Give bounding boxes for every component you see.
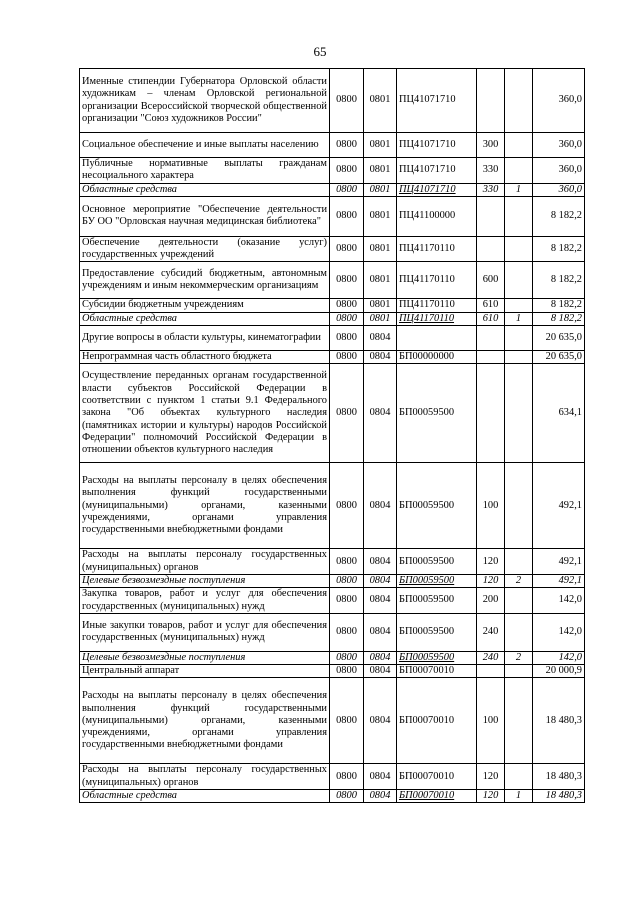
row-target-article: ПЦ41170110 — [397, 312, 477, 325]
row-subsection-code: 0801 — [364, 299, 397, 312]
table-row — [80, 236, 585, 262]
row-name: Областные средства — [80, 312, 330, 325]
row-funding-source — [505, 196, 533, 236]
row-subsection-code: 0801 — [364, 183, 397, 196]
row-target-article: ПЦ41071710 — [397, 158, 477, 184]
row-subsection-code: 0801 — [364, 69, 397, 133]
row-target-article: БП00070010 — [397, 764, 477, 790]
row-section-code: 0800 — [330, 262, 364, 299]
row-section-code: 0800 — [330, 764, 364, 790]
row-name: Обеспечение деятельности (оказание услуг) государственных учреждений — [80, 236, 330, 262]
row-section-code: 0800 — [330, 236, 364, 262]
table-row — [80, 299, 585, 312]
row-funding-source — [505, 326, 533, 351]
row-funding-source: 1 — [505, 790, 533, 803]
row-funding-source — [505, 764, 533, 790]
row-funding-source: 2 — [505, 574, 533, 587]
row-name: Областные средства — [80, 183, 330, 196]
row-amount: 8 182,2 — [533, 312, 585, 325]
row-section-code: 0800 — [330, 588, 364, 614]
row-name: Другие вопросы в области культуры, кинематографии — [80, 326, 330, 351]
table-row — [80, 312, 585, 325]
table-row — [80, 678, 585, 764]
row-section-code: 0800 — [330, 665, 364, 678]
row-section-code: 0800 — [330, 196, 364, 236]
row-funding-source — [505, 158, 533, 184]
table-row — [80, 133, 585, 158]
row-amount: 360,0 — [533, 183, 585, 196]
row-funding-source — [505, 613, 533, 651]
row-name: Расходы на выплаты персоналу в целях обеспечения выполнения функций государственными (муниципальными) органами, казенными учреждениями, органами управления государственными внебюджетными фондами — [80, 678, 330, 764]
table-row — [80, 326, 585, 351]
row-target-article: ПЦ41170110 — [397, 262, 477, 299]
row-section-code: 0800 — [330, 549, 364, 575]
row-expense-type: 120 — [477, 549, 505, 575]
row-target-article: БП00000000 — [397, 351, 477, 364]
table-row — [80, 588, 585, 614]
row-section-code: 0800 — [330, 158, 364, 184]
row-expense-type: 300 — [477, 133, 505, 158]
row-expense-type — [477, 326, 505, 351]
table-row — [80, 790, 585, 803]
row-name: Центральный аппарат — [80, 665, 330, 678]
row-funding-source — [505, 364, 533, 463]
row-target-article: БП00059500 — [397, 588, 477, 614]
row-subsection-code: 0804 — [364, 678, 397, 764]
row-amount: 142,0 — [533, 613, 585, 651]
row-name: Именные стипендии Губернатора Орловской области художникам – членам Орловской региональной организации Всероссийской творческой общественной организации "Союз художников России" — [80, 69, 330, 133]
row-funding-source — [505, 351, 533, 364]
row-target-article: БП00059500 — [397, 613, 477, 651]
row-amount: 18 480,3 — [533, 678, 585, 764]
row-subsection-code: 0801 — [364, 236, 397, 262]
row-section-code: 0800 — [330, 651, 364, 664]
row-target-article: ПЦ41100000 — [397, 196, 477, 236]
row-name: Непрограммная часть областного бюджета — [80, 351, 330, 364]
row-section-code: 0800 — [330, 351, 364, 364]
table-row — [80, 764, 585, 790]
row-subsection-code: 0801 — [364, 133, 397, 158]
row-expense-type: 120 — [477, 764, 505, 790]
row-expense-type: 610 — [477, 299, 505, 312]
row-section-code: 0800 — [330, 613, 364, 651]
row-funding-source — [505, 665, 533, 678]
row-subsection-code: 0804 — [364, 790, 397, 803]
row-expense-type: 100 — [477, 678, 505, 764]
table-row — [80, 651, 585, 664]
row-subsection-code: 0804 — [364, 665, 397, 678]
row-target-article — [397, 326, 477, 351]
row-expense-type — [477, 351, 505, 364]
row-target-article: ПЦ41170110 — [397, 299, 477, 312]
row-name: Расходы на выплаты персоналу в целях обеспечения выполнения функций государственными (муниципальными) органами, казенными учреждениями, органами управления государственными внебюджетными фондами — [80, 463, 330, 549]
row-amount: 8 182,2 — [533, 299, 585, 312]
row-amount: 492,1 — [533, 574, 585, 587]
row-amount: 360,0 — [533, 158, 585, 184]
table-row — [80, 183, 585, 196]
table-row — [80, 351, 585, 364]
row-subsection-code: 0804 — [364, 351, 397, 364]
row-amount: 142,0 — [533, 588, 585, 614]
row-expense-type — [477, 364, 505, 463]
row-subsection-code: 0801 — [364, 262, 397, 299]
row-subsection-code: 0804 — [364, 549, 397, 575]
row-amount: 8 182,2 — [533, 236, 585, 262]
table-row — [80, 549, 585, 575]
table-row — [80, 158, 585, 184]
row-expense-type — [477, 196, 505, 236]
table-row — [80, 463, 585, 549]
row-target-article: БП00059500 — [397, 574, 477, 587]
row-amount: 492,1 — [533, 463, 585, 549]
table-row — [80, 574, 585, 587]
row-expense-type — [477, 69, 505, 133]
row-subsection-code: 0804 — [364, 326, 397, 351]
row-funding-source — [505, 463, 533, 549]
row-name: Иные закупки товаров, работ и услуг для обеспечения государственных (муниципальных) нужд — [80, 613, 330, 651]
row-funding-source — [505, 549, 533, 575]
row-subsection-code: 0804 — [364, 463, 397, 549]
row-name: Целевые безвозмездные поступления — [80, 574, 330, 587]
row-amount: 20 635,0 — [533, 326, 585, 351]
row-expense-type: 120 — [477, 574, 505, 587]
row-name: Основное мероприятие "Обеспечение деятельности БУ ОО "Орловская научная медицинская библиотека" — [80, 196, 330, 236]
row-amount: 8 182,2 — [533, 262, 585, 299]
row-funding-source — [505, 236, 533, 262]
row-name: Субсидии бюджетным учреждениям — [80, 299, 330, 312]
row-expense-type: 240 — [477, 613, 505, 651]
row-name: Областные средства — [80, 790, 330, 803]
row-section-code: 0800 — [330, 463, 364, 549]
table-row — [80, 364, 585, 463]
row-name: Расходы на выплаты персоналу государственных (муниципальных) органов — [80, 549, 330, 575]
row-target-article: БП00059500 — [397, 463, 477, 549]
row-expense-type: 330 — [477, 183, 505, 196]
row-name: Целевые безвозмездные поступления — [80, 651, 330, 664]
row-target-article: ПЦ41170110 — [397, 236, 477, 262]
row-funding-source — [505, 299, 533, 312]
row-amount: 142,0 — [533, 651, 585, 664]
row-subsection-code: 0804 — [364, 651, 397, 664]
row-expense-type: 240 — [477, 651, 505, 664]
row-amount: 18 480,3 — [533, 764, 585, 790]
row-amount: 20 000,9 — [533, 665, 585, 678]
row-section-code: 0800 — [330, 326, 364, 351]
row-funding-source — [505, 678, 533, 764]
row-target-article: БП00059500 — [397, 651, 477, 664]
row-section-code: 0800 — [330, 133, 364, 158]
row-expense-type: 100 — [477, 463, 505, 549]
row-subsection-code: 0804 — [364, 764, 397, 790]
budget-table-body — [80, 69, 585, 803]
page-number: 65 — [313, 44, 327, 59]
row-funding-source — [505, 588, 533, 614]
row-name: Публичные нормативные выплаты гражданам несоциального характера — [80, 158, 330, 184]
row-expense-type — [477, 236, 505, 262]
row-funding-source — [505, 262, 533, 299]
row-target-article: ПЦ41071710 — [397, 183, 477, 196]
row-section-code: 0800 — [330, 299, 364, 312]
row-name: Закупка товаров, работ и услуг для обеспечения государственных (муниципальных) нужд — [80, 588, 330, 614]
row-expense-type: 600 — [477, 262, 505, 299]
row-amount: 360,0 — [533, 133, 585, 158]
row-target-article: БП00070010 — [397, 665, 477, 678]
row-target-article: ПЦ41071710 — [397, 133, 477, 158]
row-funding-source: 2 — [505, 651, 533, 664]
row-expense-type: 610 — [477, 312, 505, 325]
table-row — [80, 196, 585, 236]
row-name: Социальное обеспечение и иные выплаты населению — [80, 133, 330, 158]
row-name: Расходы на выплаты персоналу государственных (муниципальных) органов — [80, 764, 330, 790]
row-subsection-code: 0804 — [364, 588, 397, 614]
row-funding-source: 1 — [505, 312, 533, 325]
row-amount: 8 182,2 — [533, 196, 585, 236]
row-expense-type: 200 — [477, 588, 505, 614]
row-section-code: 0800 — [330, 574, 364, 587]
row-amount: 18 480,3 — [533, 790, 585, 803]
row-subsection-code: 0801 — [364, 312, 397, 325]
row-section-code: 0800 — [330, 312, 364, 325]
row-section-code: 0800 — [330, 69, 364, 133]
row-target-article: БП00070010 — [397, 678, 477, 764]
row-amount: 634,1 — [533, 364, 585, 463]
table-row — [80, 665, 585, 678]
row-subsection-code: 0804 — [364, 574, 397, 587]
row-subsection-code: 0804 — [364, 613, 397, 651]
row-expense-type: 120 — [477, 790, 505, 803]
row-subsection-code: 0804 — [364, 364, 397, 463]
row-expense-type: 330 — [477, 158, 505, 184]
row-name: Предоставление субсидий бюджетным, автономным учреждениям и иным некоммерческим организациям — [80, 262, 330, 299]
row-subsection-code: 0801 — [364, 158, 397, 184]
row-funding-source — [505, 133, 533, 158]
table-row — [80, 613, 585, 651]
row-target-article: БП00070010 — [397, 790, 477, 803]
row-expense-type — [477, 665, 505, 678]
row-subsection-code: 0801 — [364, 196, 397, 236]
table-row — [80, 69, 585, 133]
row-amount: 20 635,0 — [533, 351, 585, 364]
row-amount: 360,0 — [533, 69, 585, 133]
table-row — [80, 262, 585, 299]
row-target-article: ПЦ41071710 — [397, 69, 477, 133]
row-name: Осуществление переданных органам государственной власти субъектов Российской Федерации в соответствии с пунктом 1 статьи 9.1 Федерального закона "Об объектах культурного наследия (памятниках истории и культуры) народов Российской Федерации" полномочий Российской Федерации в отношении объектов культурного наследия — [80, 364, 330, 463]
row-target-article: БП00059500 — [397, 364, 477, 463]
row-section-code: 0800 — [330, 183, 364, 196]
row-funding-source — [505, 69, 533, 133]
row-section-code: 0800 — [330, 364, 364, 463]
row-section-code: 0800 — [330, 790, 364, 803]
budget-table — [79, 68, 585, 803]
row-target-article: БП00059500 — [397, 549, 477, 575]
row-funding-source: 1 — [505, 183, 533, 196]
row-amount: 492,1 — [533, 549, 585, 575]
row-section-code: 0800 — [330, 678, 364, 764]
